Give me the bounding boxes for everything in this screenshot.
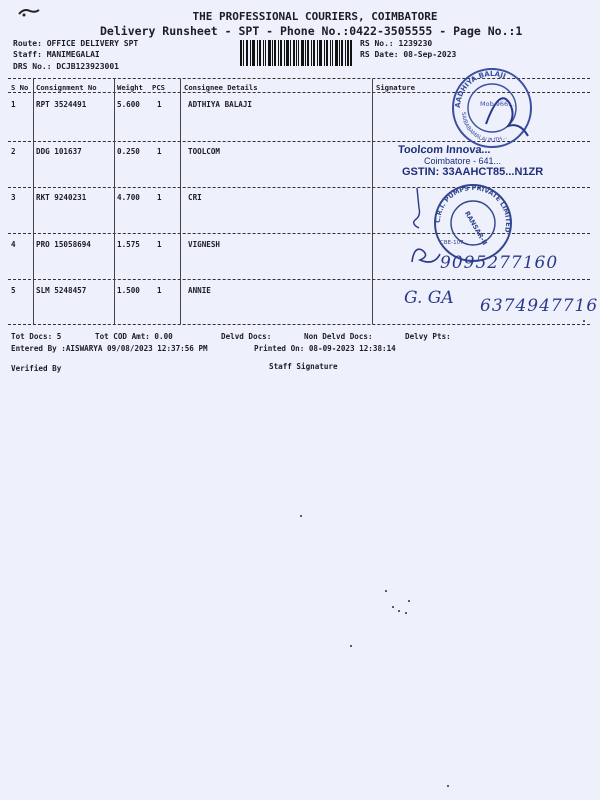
scan-speck xyxy=(392,606,394,608)
row-5-consignment: SLM 5248457 xyxy=(36,286,87,295)
scan-speck xyxy=(350,645,352,647)
rs-number: RS No.: 1239230 xyxy=(360,39,433,48)
column-divider xyxy=(33,79,34,324)
row-4-pcs: 1 xyxy=(157,240,162,249)
row-3-pcs: 1 xyxy=(157,193,162,202)
column-header-weight: Weight xyxy=(117,83,143,92)
stamp-1-center-text: Mob 966... xyxy=(480,100,515,108)
scan-speck xyxy=(447,785,449,787)
row-5-pcs: 1 xyxy=(157,286,162,295)
handwritten-phone-annie: 6374947716 xyxy=(480,296,599,316)
stamp-1-bottom-text: SAIBABAMALAI PUTH... xyxy=(459,111,509,145)
row-4-weight: 1.575 xyxy=(117,240,140,249)
delivered-docs: Delvd Docs: xyxy=(221,332,272,341)
rs-date: RS Date: 08-Sep-2023 xyxy=(360,50,457,59)
total-cod-amount: Tot COD Amt: 0.00 xyxy=(95,332,173,341)
row-1-consignee: ADTHIYA BALAJI xyxy=(188,100,253,109)
column-header-sno: S No xyxy=(11,83,29,92)
scan-speck xyxy=(583,320,585,322)
column-header-consignee: Consignee Details xyxy=(184,83,258,92)
row-4-consignment: PRO 15058694 xyxy=(36,240,91,249)
row-5-weight: 1.500 xyxy=(117,286,140,295)
scan-speck xyxy=(300,515,302,517)
consignee-stamp-adthiya xyxy=(450,66,534,150)
column-divider xyxy=(372,79,373,324)
cri-stamp-code: CBE-107 xyxy=(440,240,464,246)
staff-label: Staff: MANIMEGALAI xyxy=(13,50,100,59)
company-name: THE PROFESSIONAL COURIERS, COIMBATORE xyxy=(192,10,438,23)
row-2-sno: 2 xyxy=(11,147,16,156)
scan-speck xyxy=(398,610,400,612)
delivery-points: Delvy Pts: xyxy=(405,332,451,341)
row-3-consignee: CRI xyxy=(188,193,202,202)
cri-stamp-outer-text: C.R.I. PUMPS PRIVATE LIMITED xyxy=(433,183,513,234)
row-5-sno: 5 xyxy=(11,286,16,295)
row-1-pcs: 1 xyxy=(157,100,162,109)
signature-scribble-cri xyxy=(405,186,431,234)
column-header-consignment: Consignment No xyxy=(36,83,97,92)
consignee-stamp-cri xyxy=(432,182,514,264)
signature-scribble-vignesh xyxy=(408,240,442,270)
column-header-signature: Signature xyxy=(376,83,415,92)
row-2-weight: 0.250 xyxy=(117,147,140,156)
cri-stamp-inner-text: RANSAR-II xyxy=(463,209,489,247)
toolcom-stamp-line-1: Toolcom Innova... xyxy=(397,144,492,156)
consignee-stamp-toolcom xyxy=(398,144,568,186)
scan-speck xyxy=(408,600,410,602)
column-header-pcs: PCS xyxy=(152,83,165,92)
verified-by-label: Verified By xyxy=(11,364,62,373)
row-1-consignment: RPT 3524491 xyxy=(36,100,87,109)
row-3-consignment: RKT 9240231 xyxy=(36,193,87,202)
handwritten-phone-vignesh: 9095277160 xyxy=(440,253,559,273)
row-1-weight: 5.600 xyxy=(117,100,140,109)
runsheet-title: Delivery Runsheet - SPT - Phone No.:0422-3505555 - Page No.:1 xyxy=(100,24,523,38)
stamp-1-top-text: AADHIYA BALAJI xyxy=(453,69,507,109)
row-3-sno: 3 xyxy=(11,193,16,202)
row-divider xyxy=(8,279,590,280)
barcode-icon xyxy=(240,40,352,66)
row-3-weight: 4.700 xyxy=(117,193,140,202)
column-divider xyxy=(180,79,181,324)
toolcom-stamp-line-2: Coimbatore - 641... xyxy=(424,156,502,166)
scan-speck xyxy=(405,612,407,614)
handwritten-name-annie: G. GA xyxy=(404,288,454,308)
drs-number: DRS No.: DCJB123923001 xyxy=(13,62,119,71)
table-bottom-divider xyxy=(8,324,590,325)
row-4-sno: 4 xyxy=(11,240,16,249)
row-5-consignee: ANNIE xyxy=(188,286,211,295)
total-docs: Tot Docs: 5 xyxy=(11,332,62,341)
printed-on: Printed On: 08-09-2023 12:38:14 xyxy=(254,344,396,353)
toolcom-stamp-line-3: GSTIN: 33AAHCT85...N1ZR xyxy=(402,166,544,178)
non-delivered-docs: Non Delvd Docs: xyxy=(304,332,373,341)
scan-speck xyxy=(385,590,387,592)
staff-signature-label: Staff Signature xyxy=(269,362,338,371)
route-label: Route: OFFICE DELIVERY SPT xyxy=(13,39,139,48)
row-1-sno: 1 xyxy=(11,100,16,109)
entered-by: Entered By :AISWARYA 09/08/2023 12:37:56 PM xyxy=(11,344,208,353)
column-divider xyxy=(114,79,115,324)
row-2-consignment: DDG 101637 xyxy=(36,147,82,156)
row-2-consignee: TOOLCOM xyxy=(188,147,221,156)
row-2-pcs: 1 xyxy=(157,147,162,156)
row-4-consignee: VIGNESH xyxy=(188,240,221,249)
